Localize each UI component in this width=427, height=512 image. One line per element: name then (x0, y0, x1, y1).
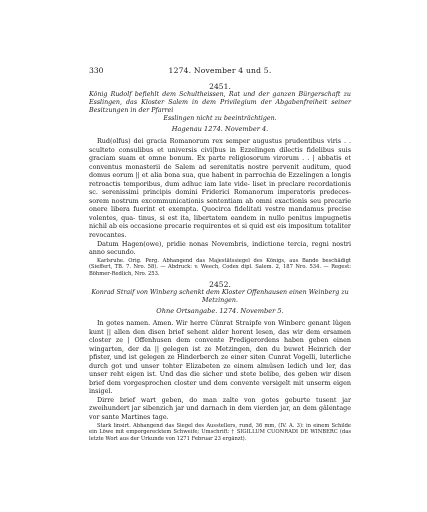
document-regest (89, 91, 351, 123)
charter-text: Rud(olfus) dei gracia Romanorum rex semper augustus prudentibus viris . . sculteto consulibus et universis civi|bus in Ezzelingen dilectis fidelibus suis graciam suam et omne bonum. Ex parte religiosorum virorum . . | abbatis et conventus monasterii de Salem ad serenitatis nostre pervenit auditum, quod domus eorum || et alia bona sua, que habent in parrochia de Ezzelingen a longis retroactis temporibus, dum adhuc iam late vide- liset in preclare recordationis sc. serenissimi principis domini Friderici Romanorum imperatoris predeces- sorem nostrum excommunicationis sententiam ab omni exactionis seu precarie onere libera fuerint et exempta. Quocirca fidelitati vestre mandamus precise volentes, qua- tinus, si est ita, libertatem eandem in nullo penitus impugnetis nichil ab eis occasione precarie requirentes et si quid est eis impositum totaliter revocantes. (89, 137, 351, 240)
page-header (89, 66, 351, 76)
document-2451 (89, 82, 351, 278)
apparatus-text: Stark linsirt. Abhangend das Siegel des Ausstellers, rund, 36 mm, (IV. A. 3): in einem Schilde ein Löwe mit emporgerecktem Schweife; Umschrift: † SIGILLUM CUONRADI DE WINBERC (das letzte Wort aus der Urkunde von 1271 Februar 23 ergänzt). (89, 422, 351, 442)
regest-line: Kloster Salem in dem Privilegium der Abgabenfreiheit seiner Besitzungen in der Pfarrei (89, 99, 351, 114)
document-text (89, 137, 351, 257)
document-number: 2452. (209, 280, 231, 289)
document-number: 2451. (209, 82, 231, 91)
page-number: 330 (89, 66, 104, 75)
regest-line: König Rudolf befiehlt dem Schultheissen, Rat und der ganzen Bürgerschaft zu Esslingen, das (89, 91, 351, 106)
charter-text: In gotes namen. Amen. Wir herre Cûnrat Straipfe von Winberc genant lûgen kunt || allen den disen brief sehent alder horent lesen, das wir dem ersamen closter ze | Offenhusen dem convente Predigerordens haben geben einen wingarten, der da || gelegen ist ze Metzingen, den du buwet Heinrich der pfister, und ist gelegen ze Hinderberch ze einer siten Cunrat Vogelli, luterliche durch got und unser tohter Elizabeten ze einem almûsen ledich und ler, das unser reht eigen ist. Und das die sicher und stete belibe, des geben wir disen brief dem vorgesprochen closter und dem convente versigelt mit unserm eigen insigel. (89, 319, 351, 396)
regest-line: Esslingen nicht zu beeinträchtigen. (163, 115, 277, 122)
datum-line: Datum Hagen(owe), pridie nonas Novembris, indictione tercia, regni nostri anno secundo. (89, 239, 351, 257)
document-regest (89, 289, 351, 305)
regest-line: Konrad Straif von Winberg schenkt dem Kloster Offenhausen einen Weinberg zu Metzingen. (91, 289, 349, 304)
document-apparatus (89, 423, 351, 443)
document-text (89, 319, 351, 422)
apparatus-text: Karlsruhe. Orig. Perg. Abhangend das Majestätssiegel des Königs, aus Bande beschädigt (Sieffert, TB. 7. Nro. 58). — Abdruck: v. Weech, Codex dipl. Salem. 2, 187 Nro. 534. — Regest: Böhmer-Redlich, Nro. 253. (89, 257, 351, 278)
document-dateline: Hagenau 1274. November 4. (171, 125, 269, 133)
document-2452 (89, 280, 351, 443)
charter-dating-clause: Dirre brief wart geben, do man zalte von gotes geburte tusent jar zweihundert jar sibenzich jar und darnach in dem vierden jar, an dem gâlentage vor sante Martines tage. (89, 395, 351, 422)
running-title: 1274. November 4 und 5. (168, 66, 272, 75)
document-apparatus (89, 258, 351, 278)
document-dateline: Ohne Ortsangabe. 1274. November 5. (156, 307, 284, 315)
